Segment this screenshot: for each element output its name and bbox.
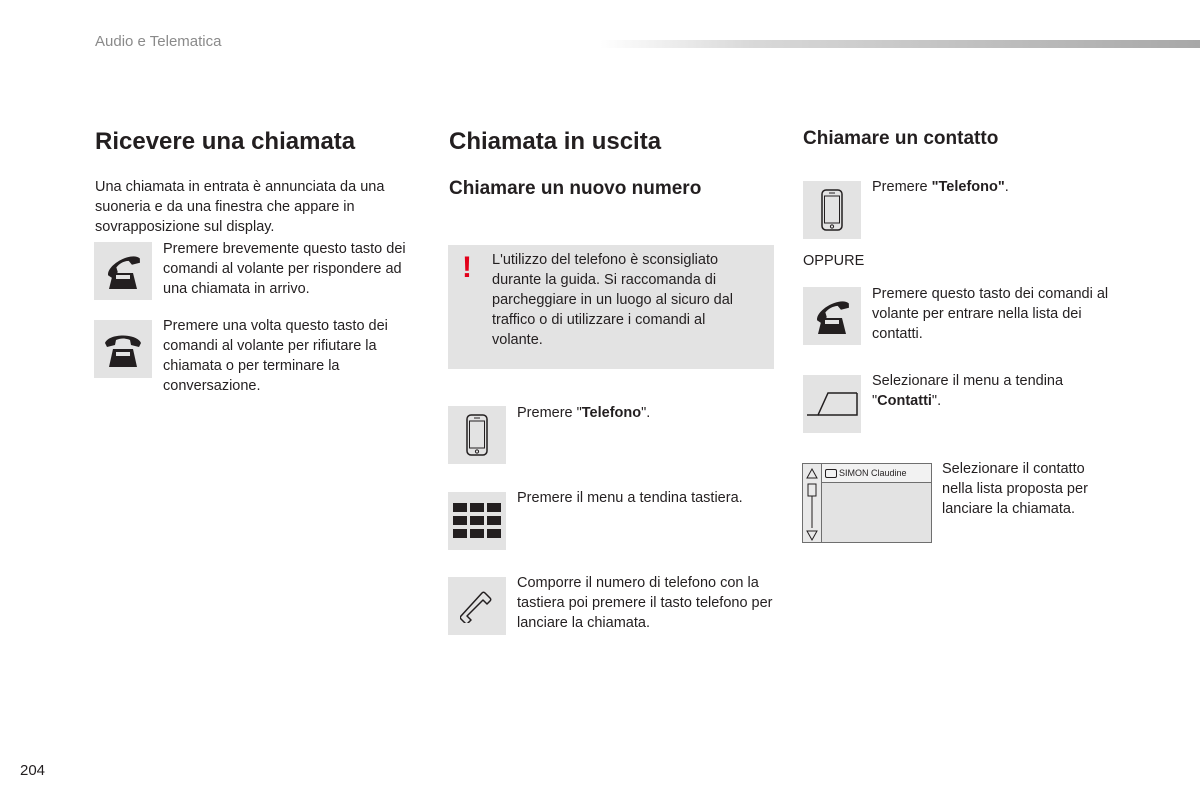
smartphone-icon bbox=[803, 181, 861, 239]
section-title-contact: Chiamare un contatto bbox=[803, 128, 999, 149]
contact-step2: Premere questo tasto dei comandi al volante per entrare nella lista dei contatti. bbox=[872, 286, 1109, 342]
dropdown-tab-icon bbox=[803, 375, 861, 433]
contact-list-item: SIMON Claudine bbox=[822, 464, 931, 483]
screen-scrollbar bbox=[803, 464, 822, 542]
receive-step1: Premere brevemente questo tasto dei comandi al volante per rispondere ad una chiamata in arrivo. bbox=[163, 241, 406, 297]
header-bar bbox=[600, 40, 1200, 48]
smartphone-icon bbox=[448, 406, 506, 464]
outgoing-step3: Comporre il numero di telefono con la tastiera poi premere il tasto telefono per lanciare la chiamata. bbox=[517, 575, 773, 631]
or-label: OPPURE bbox=[803, 253, 865, 269]
phone-answer-icon bbox=[803, 287, 861, 345]
phone-hangup-icon bbox=[94, 320, 152, 378]
keypad-icon bbox=[448, 492, 506, 550]
receive-intro: Una chiamata in entrata è annunciata da una suoneria e da una finestra che appare in sovrapposizione sul display. bbox=[95, 179, 385, 235]
contact-list-screen bbox=[802, 463, 932, 543]
receive-step2: Premere una volta questo tasto dei comandi al volante per rifiutare la chiamata o per terminare la conversazione. bbox=[163, 318, 388, 394]
handset-icon bbox=[448, 577, 506, 635]
subtitle-new-number: Chiamare un nuovo numero bbox=[449, 178, 702, 199]
section-title-outgoing: Chiamata in uscita bbox=[449, 128, 662, 155]
contact-step4: Selezionare il contatto nella lista proposta per lanciare la chiamata. bbox=[942, 461, 1088, 517]
warning-box bbox=[448, 245, 774, 369]
warning-text: L'utilizzo del telefono è sconsigliato durante la guida. Si raccomanda di parcheggiare in un luogo al sicuro dal traffico o di utilizzare i comandi al volante. bbox=[492, 252, 734, 348]
phone-answer-icon bbox=[94, 242, 152, 300]
contact-card-icon bbox=[825, 469, 837, 478]
outgoing-step2: Premere il menu a tendina tastiera. bbox=[517, 490, 743, 506]
section-title-receive: Ricevere una chiamata bbox=[95, 128, 356, 155]
warning-icon: ! bbox=[462, 251, 472, 284]
contact-step3: Selezionare il menu a tendina "Contatti". bbox=[872, 373, 1064, 409]
page-number: 204 bbox=[20, 762, 46, 779]
outgoing-step1: Premere "Telefono". bbox=[517, 405, 651, 421]
header-title: Audio e Telematica bbox=[95, 33, 222, 50]
contact-step1: Premere "Telefono". bbox=[872, 179, 1009, 195]
